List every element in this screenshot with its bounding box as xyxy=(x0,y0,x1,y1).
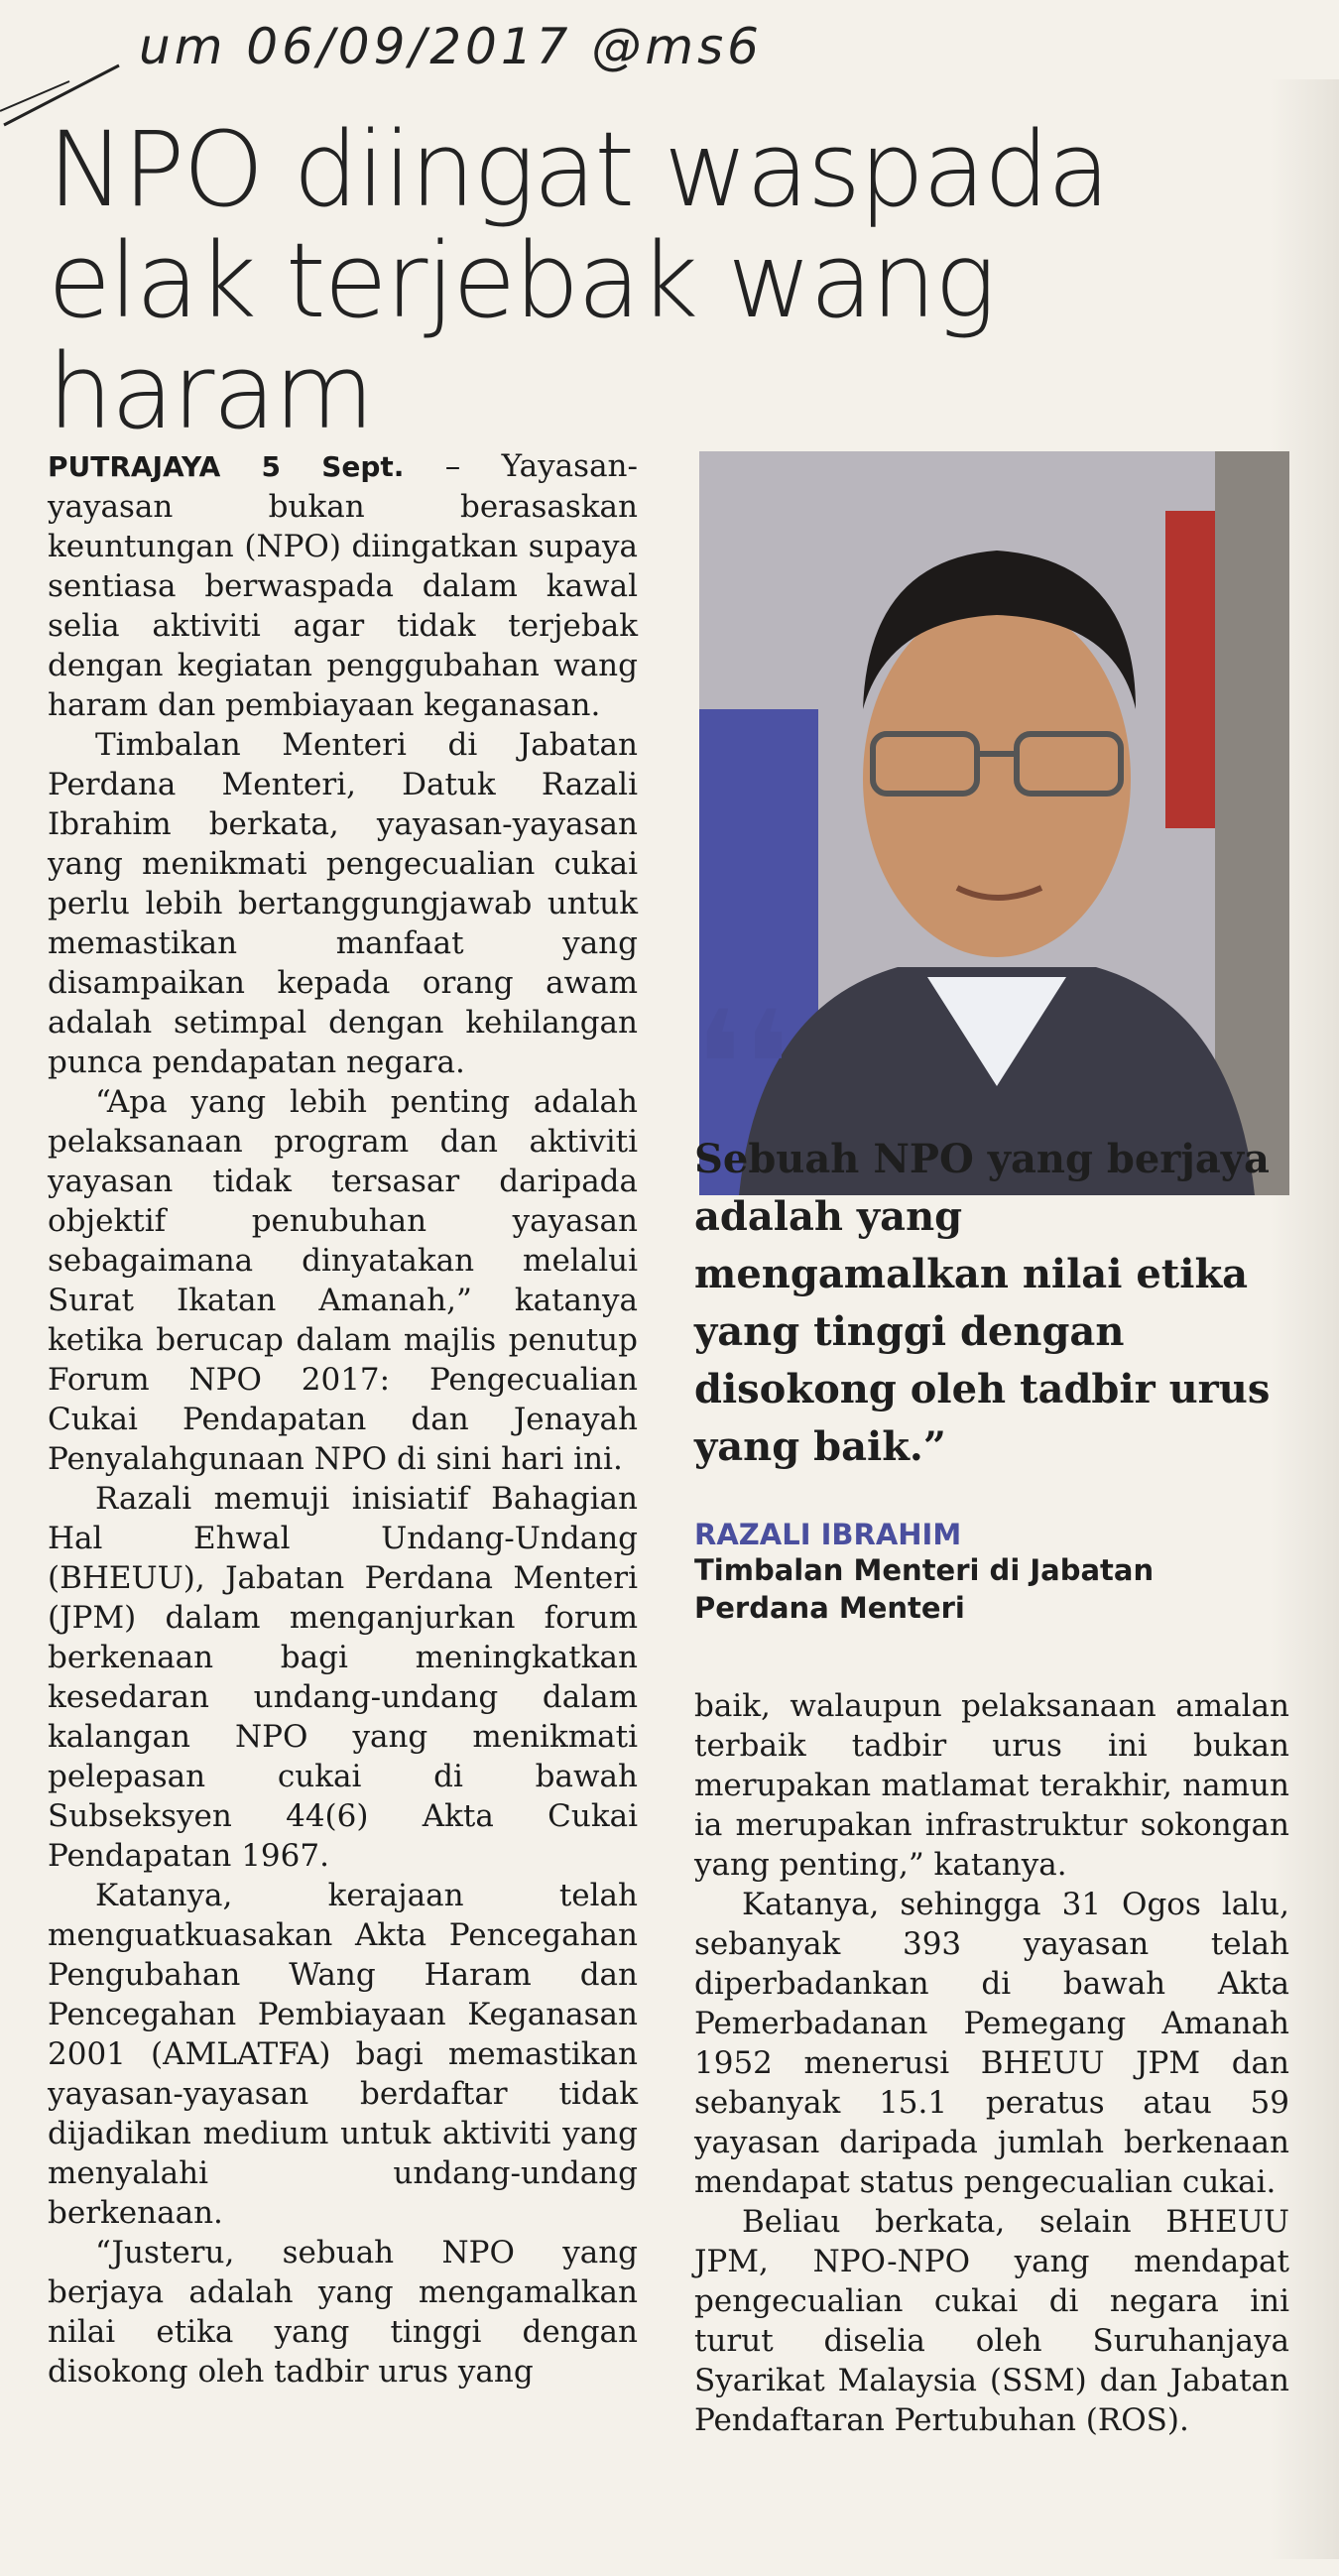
paragraph: Katanya, sehingga 31 Ogos lalu, sebanyak 393 yayasan telah diperbadankan di bawah Akta Pemerbadanan Pemegang Amanah 1952 menerusi BHEUU JPM dan sebanyak 15.1 peratus atau 59 yayasan daripada jumlah berkenaan mendapat status pengecualian cukai. xyxy=(694,1887,1289,2200)
byline-name: RAZALI IBRAHIM xyxy=(694,1518,962,1551)
article-column-right xyxy=(694,1686,1289,2440)
quote-marks-icon: ❛❛ xyxy=(694,980,791,1153)
paragraph: Katanya, kerajaan telah menguatkuasakan Akta Pencegahan Pengubahan Wang Haram dan Pencegahan Pembiayaan Keganasan 2001 (AMLATFA) bagi memastikan yayasan-yayasan berdaftar tidak dijadikan medium untuk aktiviti yang menyalahi undang-undang berkenaan. xyxy=(48,1878,638,2231)
article-column-left xyxy=(48,446,638,2392)
paragraph: baik, walaupun pelaksanaan amalan terbaik tadbir urus ini bukan merupakan matlamat terakhir, namun ia merupakan infrastruktur sokongan yang penting,” katanya. xyxy=(694,1688,1289,1883)
lead-paragraph xyxy=(48,446,638,725)
pull-quote-text: Sebuah NPO yang berjaya adalah yang mengamalkan nilai etika yang tinggi dengan disokong oleh tadbir urus yang baik.” xyxy=(694,1136,1271,1470)
paragraph: “Justeru, sebuah NPO yang berjaya adalah yang mengamalkan nilai etika yang tinggi dengan disokong oleh tadbir urus yang xyxy=(48,2235,638,2390)
paragraph: Beliau berkata, selain BHEUU JPM, NPO-NPO yang mendapat pengecualian cukai di negara ini turut diselia oleh Suruhanjaya Syarikat Malaysia (SSM) dan Jabatan Pendaftaran Pertubuhan (ROS). xyxy=(694,2204,1289,2438)
paragraph: Timbalan Menteri di Jabatan Perdana Menteri, Datuk Razali Ibrahim berkata, yayasan-yayasan yang menikmati pengecualian cukai perlu lebih bertanggungjawab untuk memastikan manfaat yang disampaikan kepada orang awam adalah setimpal dengan kehilangan punca pendapatan negara. xyxy=(48,727,638,1080)
paragraph: “Apa yang lebih penting adalah pelaksanaan program dan aktiviti yayasan tidak tersasar daripada objektif penubuhan yayasan sebagaimana dinyatakan melalui Surat Ikatan Amanah,” katanya ketika berucap dalam majlis penutup Forum NPO 2017: Pengecualian Cukai Pendapatan dan Jenayah Penyalahgunaan NPO di sini hari ini. xyxy=(48,1084,638,1477)
handwritten-note: um 06/09/2017 @ms6 xyxy=(139,18,763,75)
byline-title: Timbalan Menteri di Jabatan Perdana Menteri xyxy=(694,1553,1155,1625)
headline xyxy=(48,109,1287,452)
paragraph: Razali memuji inisiatif Bahagian Hal Ehwal Undang-Undang (BHEUU), Jabatan Perdana Menteri (JPM) dalam menganjurkan forum berkenaan bagi meningkatkan kesedaran undang-undang dalam kalangan NPO yang menikmati pelepasan cukai di bawah Subseksyen 44(6) Akta Cukai Pendapatan 1967. xyxy=(48,1481,638,1874)
paragraph-text: – Yayasan-yayasan bukan berasaskan keuntungan (NPO) diingatkan supaya sentiasa berwaspada dalam kawal selia aktiviti agar tidak terjebak dengan kegiatan penggubahan wang haram dan pembiayaan keganasan. xyxy=(48,448,638,723)
dateline: PUTRAJAYA 5 Sept. xyxy=(48,450,405,483)
pull-quote xyxy=(694,980,1289,1476)
byline xyxy=(694,1518,1289,1627)
headline-line-2: elak terjebak wang haram xyxy=(48,220,995,452)
headline-line-1: NPO diingat waspada xyxy=(48,109,1109,230)
